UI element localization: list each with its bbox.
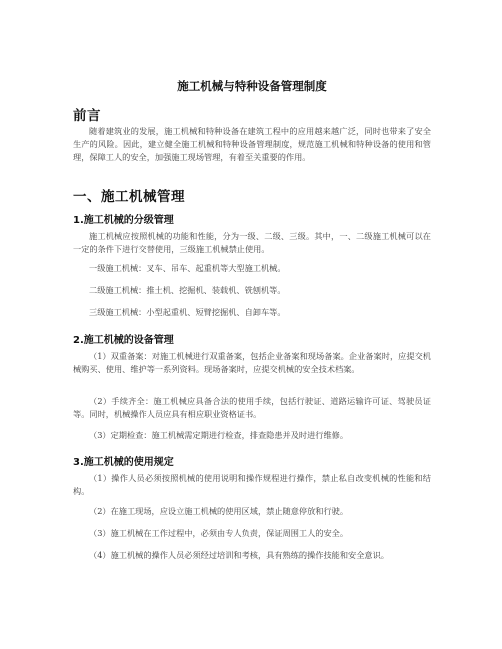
paragraph: （2）手续齐全：施工机械应具备合法的使用手续，包括行驶证、道路运输许可证、驾驶员证等。同时，机械操作人员应具有相应职业资格证书。	[73, 396, 431, 419]
subsection-1-1-heading: 1.施工机械的分级管理	[73, 215, 174, 226]
paragraph: （1）操作人员必须按照机械的使用说明和操作规程进行操作，禁止私自改变机械的性能和结构。	[73, 473, 431, 496]
paragraph: 三级施工机械：小型起重机、短臂挖掘机、自卸车等。	[89, 307, 286, 317]
paragraph: 二级施工机械：推土机、挖掘机、装载机、铣刨机等。	[89, 285, 286, 295]
preface-body: 随着建筑业的发展，施工机械和特种设备在建筑工程中的应用越来越广泛，同时也带来了安全生产的风险。因此，建立健全施工机械和特种设备管理制度，规范施工机械和特种设备的使用和管理，保障工人的安全，加强施工现场管理，有着至关重要的作用。	[73, 126, 431, 162]
paragraph: （2）在施工现场，应设立施工机械的使用区域，禁止随意停放和行驶。	[89, 506, 349, 516]
subsection-1-3-heading: 3.施工机械的使用规定	[73, 457, 174, 468]
paragraph: 施工机械应按照机械的功能和性能，分为一级、二级、三级。其中，一、二级施工机械可以在一定的条件下进行交替使用，三级施工机械禁止使用。	[73, 231, 431, 254]
section-1-heading: 一、施工机械管理	[73, 189, 185, 205]
paragraph: 一级施工机械：叉车、吊车、起重机等大型施工机械。	[89, 263, 286, 273]
preface-heading: 前言	[73, 108, 101, 124]
paragraph: （3）定期检查：施工机械需定期进行检查，排查隐患并及时进行维修。	[89, 430, 349, 440]
paragraph: （4）施工机械的操作人员必须经过培训和考核，具有熟练的操作技能和安全意识。	[89, 550, 389, 560]
subsection-1-2-heading: 2.施工机械的设备管理	[73, 335, 174, 346]
paragraph: （1）双重备案：对施工机械进行双重备案，包括企业备案和现场备案。企业备案时，应提交机械购买、使用、维护等一系列资料。现场备案时，应提交机械的安全技术档案。	[73, 351, 431, 374]
document-title: 施工机械与特种设备管理制度	[177, 79, 327, 93]
paragraph: （3）施工机械在工作过程中，必须由专人负责，保证周围工人的安全。	[89, 528, 349, 538]
